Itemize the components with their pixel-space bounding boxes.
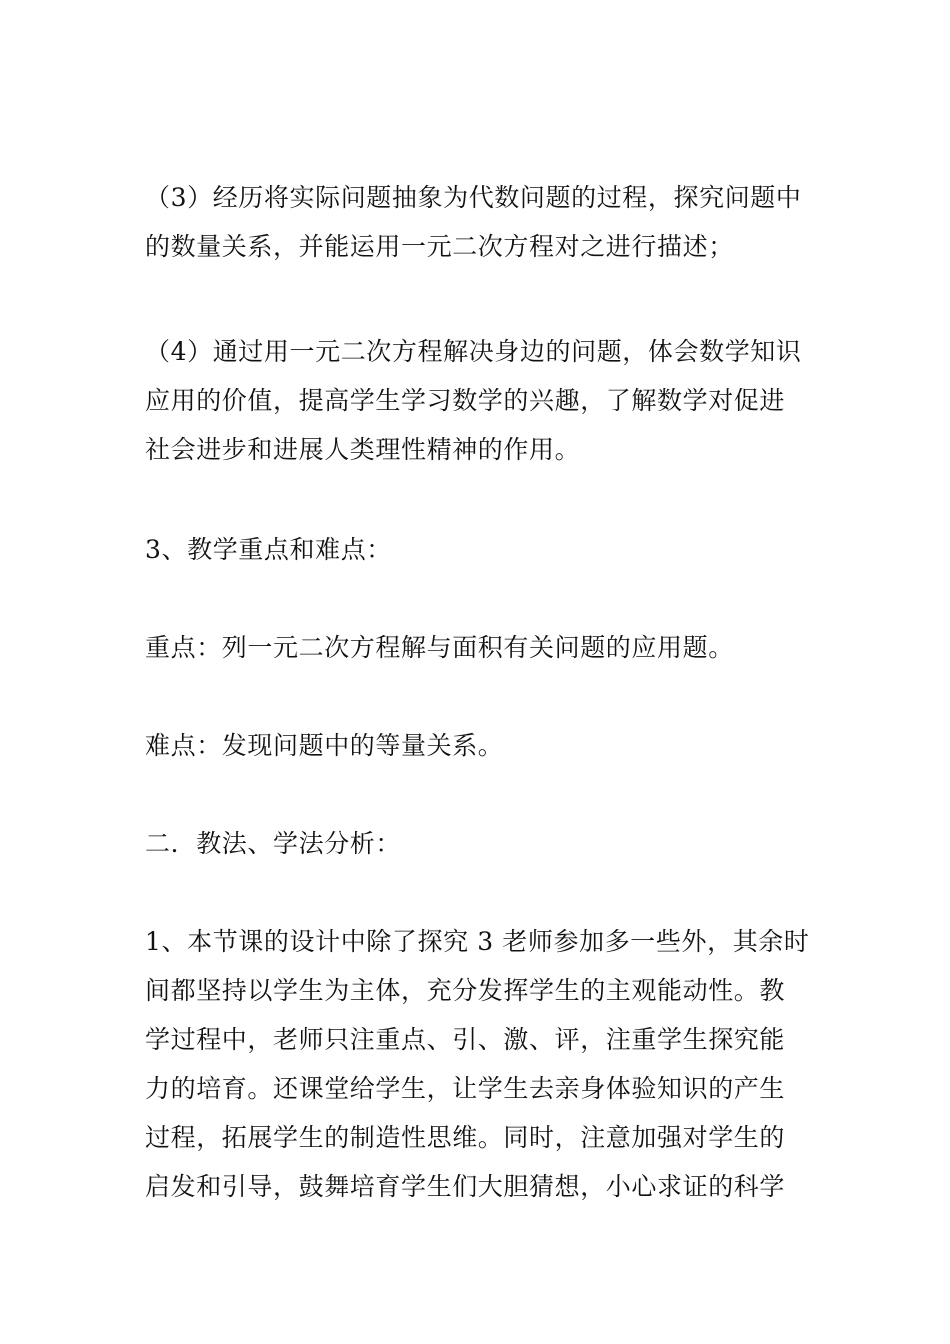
- objective-4-paragraph: [145, 327, 810, 474]
- text-line: 1、本节课的设计中除了探究 3 老师参加多一些外，其余时: [145, 927, 810, 956]
- text-line: 过程，拓展学生的制造性思维。同时，注意加强对学生的: [145, 1123, 786, 1152]
- text-line: 社会进步和进展人类理性精神的作用。: [145, 435, 581, 464]
- text-line: 间都坚持以学生为主体，充分发挥学生的主观能动性。教: [145, 976, 786, 1005]
- text-line: 的数量关系，并能运用一元二次方程对之进行描述；: [145, 232, 734, 261]
- text-line: 3、教学重点和难点：: [145, 535, 392, 564]
- section-heading-key-points: [145, 525, 810, 574]
- text-line: （3）经历将实际问题抽象为代数问题的过程，探究问题中: [145, 183, 802, 212]
- method-1-paragraph: [145, 917, 810, 1211]
- key-point-paragraph: [145, 623, 810, 672]
- text-line: （4）通过用一元二次方程解决身边的问题，体会数学知识: [145, 337, 802, 366]
- text-line: 力的培育。还课堂给学生，让学生去亲身体验知识的产生: [145, 1074, 786, 1103]
- section-heading-methods: [145, 819, 810, 868]
- text-line: 启发和引导，鼓舞培育学生们大胆猜想，小心求证的科学: [145, 1172, 786, 1201]
- text-line: 学过程中，老师只注重点、引、激、评，注重学生探究能: [145, 1025, 786, 1054]
- text-line: 重点：列一元二次方程解与面积有关问题的应用题。: [145, 633, 734, 662]
- text-line: 二．教法、学法分析：: [145, 829, 402, 858]
- text-line: 难点：发现问题中的等量关系。: [145, 731, 504, 760]
- objective-3-paragraph: [145, 173, 810, 271]
- text-line: 应用的价值，提高学生学习数学的兴趣，了解数学对促进: [145, 386, 786, 415]
- difficulty-paragraph: [145, 721, 810, 770]
